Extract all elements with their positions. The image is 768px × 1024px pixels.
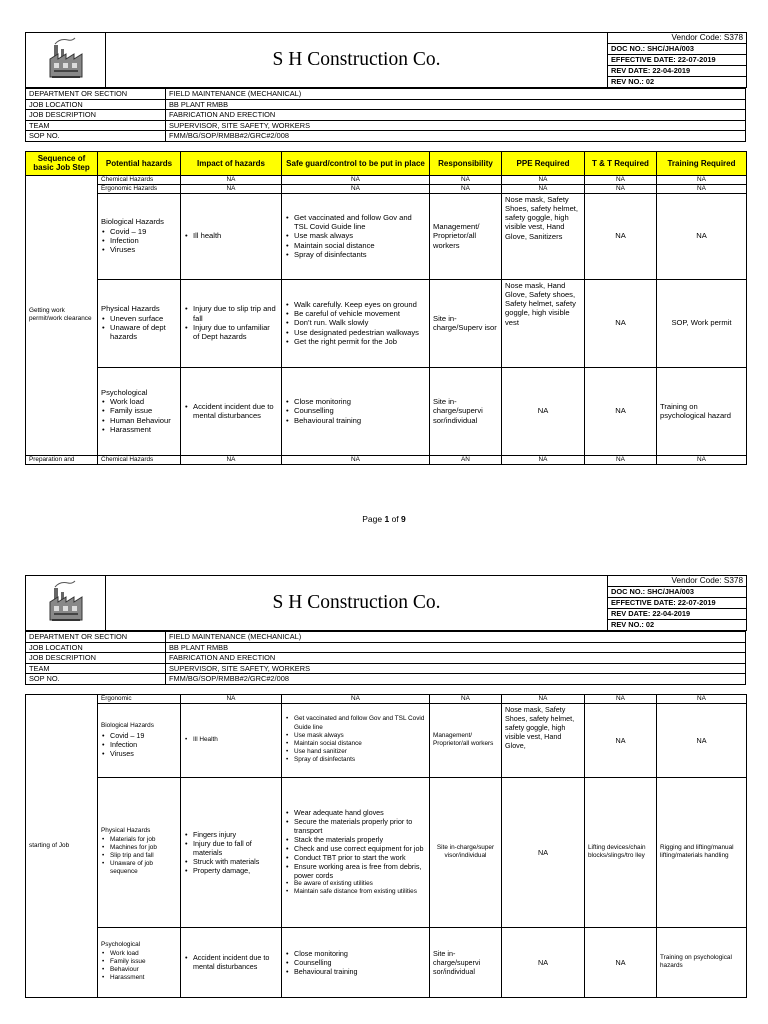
controls-cell xyxy=(282,193,430,279)
control-item: • Maintain safe distance from existing utilities xyxy=(293,888,426,896)
info-value: FMM/BG/SOP/RMBB#2/GRC#2/008 xyxy=(166,674,746,685)
col-header-responsibility: Responsibility xyxy=(430,151,502,175)
col-header-training: Training Required xyxy=(657,151,747,175)
hazard-chemical: Chemical Hazards xyxy=(98,455,181,464)
hazard-psychological xyxy=(98,367,181,455)
ppe-cell: NA xyxy=(502,367,585,455)
training-cell: Training on psychological hazards xyxy=(657,927,747,997)
info-label: DEPARTMENT OR SECTION xyxy=(26,632,166,643)
info-value: BB PLANT RMBB xyxy=(166,642,746,653)
info-value: FIELD MAINTENANCE (MECHANICAL) xyxy=(166,89,746,100)
hazard-item: • Viruses xyxy=(109,245,177,254)
col-header-safeguard: Safe guard/control to be put in place xyxy=(282,151,430,175)
cell-na: NA xyxy=(181,175,282,184)
job-step: Getting work permit/work clearance xyxy=(26,175,98,455)
control-item: • Close monitoring xyxy=(293,949,426,958)
responsibility-cell: Site in-charge/supervi sor/individual xyxy=(430,927,502,997)
control-item: • Use designated pedestrian walkways xyxy=(293,328,426,337)
cell-na: NA xyxy=(282,455,430,464)
tt-cell: NA xyxy=(585,703,657,777)
cell-na: NA xyxy=(181,184,282,193)
training-cell: SOP, Work permit xyxy=(657,279,747,367)
document-header xyxy=(25,32,747,88)
hazard-item: • Uneven surface xyxy=(109,314,177,323)
impact-item: • Accident incident due to mental disturbances xyxy=(192,953,278,971)
vendor-code: Vendor Code: S378 xyxy=(608,576,747,587)
impact-item: • Fingers injury xyxy=(192,830,278,839)
ppe-cell: NA xyxy=(502,777,585,927)
tt-cell: NA xyxy=(585,279,657,367)
hazard-item: • Infection xyxy=(109,236,177,245)
control-item: • Maintain social distance xyxy=(293,241,426,250)
info-label: SOP NO. xyxy=(26,674,166,685)
cell-na: NA xyxy=(430,184,502,193)
hazard-item: • Work load xyxy=(109,950,177,958)
hazard-title: Physical Hazards xyxy=(101,827,151,835)
hazard-item: • Harassment xyxy=(109,425,177,434)
control-item: • Spray of disinfectants xyxy=(293,756,426,764)
hazard-psychological xyxy=(98,927,181,997)
page-number xyxy=(0,514,768,524)
hazard-physical xyxy=(98,777,181,927)
hazard-title: Psychological xyxy=(101,387,148,397)
controls-cell xyxy=(282,927,430,997)
cell-na: NA xyxy=(430,694,502,703)
hazard-ergonomic: Ergonomic Hazards xyxy=(98,184,181,193)
page-current: 1 xyxy=(384,514,390,524)
control-item: • Close monitoring xyxy=(293,397,426,406)
hazard-item: • Materials for job xyxy=(109,836,177,844)
control-item: • Ensure working area is free from debris, power cords xyxy=(293,862,426,880)
hazard-title: Psychological xyxy=(101,941,141,949)
job-step: starting of Job xyxy=(26,694,98,997)
cell-na: NA xyxy=(282,175,430,184)
hazard-item: • Harassment xyxy=(109,974,177,982)
info-value: FMM/BG/SOP/RMBB#2/GRC#2/008 xyxy=(166,131,746,142)
control-item: • Use mask always xyxy=(293,732,426,740)
impact-cell xyxy=(181,279,282,367)
hazard-biological xyxy=(98,703,181,777)
hazard-ergonomic: Ergonomic xyxy=(98,694,181,703)
page-total: 9 xyxy=(401,514,406,524)
control-item: • Get vaccinated and follow Gov and TSL Covid Guide line xyxy=(293,715,426,731)
cell-na: NA xyxy=(502,175,585,184)
control-item: • Behavioural training xyxy=(293,416,426,425)
control-item: • Stack the materials properly xyxy=(293,835,426,844)
col-header-impact: Impact of hazards xyxy=(181,151,282,175)
page-1 xyxy=(25,32,746,465)
ppe-cell: Nose mask, Safety Shoes, safety helmet, safety goggle, high visible vest, Hand Glove, Sanitizers xyxy=(502,193,585,279)
hazard-item: • Unaware of dept hazards xyxy=(109,323,177,342)
company-name: S H Construction Co. xyxy=(106,33,608,88)
ppe-cell: Nose mask, Safety Shoes, safety helmet, safety goggle, high visible vest, Hand Glove, xyxy=(502,703,585,777)
cell-na: NA xyxy=(585,184,657,193)
cell-na: NA xyxy=(657,184,747,193)
hazard-item: • Family issue xyxy=(109,958,177,966)
cell-na: NA xyxy=(657,455,747,464)
effective-date: EFFECTIVE DATE: 22-07-2019 xyxy=(608,55,747,66)
impact-item: • Injury due to fall of materials xyxy=(192,839,278,857)
job-info-table xyxy=(25,631,746,685)
responsibility-cell: Site in-charge/supervi sor/individual xyxy=(430,367,502,455)
vendor-code: Vendor Code: S378 xyxy=(608,33,747,44)
doc-no: DOC NO.: SHC/JHA/003 xyxy=(608,44,747,55)
company-name: S H Construction Co. xyxy=(106,576,608,631)
info-value: FIELD MAINTENANCE (MECHANICAL) xyxy=(166,632,746,643)
col-header-hazards: Potential hazards xyxy=(98,151,181,175)
control-item: • Use mask always xyxy=(293,231,426,240)
impact-cell xyxy=(181,367,282,455)
control-item: • Counselling xyxy=(293,406,426,415)
info-value: SUPERVISOR, SITE SAFETY, WORKERS xyxy=(166,663,746,674)
col-header-step: Sequence of basic Job Step xyxy=(26,151,98,175)
training-cell: Training on psychological hazard xyxy=(657,367,747,455)
control-item: • Get vaccinated and follow Gov and TSL Covid Guide line xyxy=(293,213,426,232)
training-cell: Rigging and lifting/manual lifting/materials handling xyxy=(657,777,747,927)
impact-item: • Property damage, xyxy=(192,866,278,875)
page-prefix: Page xyxy=(362,514,385,524)
impact-item: • Ill Health xyxy=(192,736,278,744)
info-value: SUPERVISOR, SITE SAFETY, WORKERS xyxy=(166,120,746,131)
cell-na: NA xyxy=(282,694,430,703)
tt-cell: NA xyxy=(585,193,657,279)
cell-na: NA xyxy=(502,184,585,193)
hazard-item: • Human Behaviour xyxy=(109,416,177,425)
hazard-table xyxy=(25,151,747,465)
controls-cell xyxy=(282,777,430,927)
document-header xyxy=(25,575,747,631)
job-info-table xyxy=(25,88,746,142)
hazard-item: • Slip trip and fall xyxy=(109,852,177,860)
hazard-item: • Work load xyxy=(109,397,177,406)
effective-date: EFFECTIVE DATE: 22-07-2019 xyxy=(608,598,747,609)
controls-cell xyxy=(282,367,430,455)
hazard-chemical: Chemical Hazards xyxy=(98,175,181,184)
cell-na: NA xyxy=(585,694,657,703)
rev-no: REV NO.: 02 xyxy=(608,77,747,88)
page-2 xyxy=(25,575,746,998)
rev-no: REV NO.: 02 xyxy=(608,620,747,631)
tt-cell: NA xyxy=(585,367,657,455)
cell-na: NA xyxy=(430,175,502,184)
cell-na: NA xyxy=(282,184,430,193)
cell-na: NA xyxy=(657,694,747,703)
hazard-biological xyxy=(98,193,181,279)
rev-date: REV DATE: 22-04-2019 xyxy=(608,609,747,620)
job-step: Preparation and xyxy=(26,455,98,464)
impact-cell xyxy=(181,193,282,279)
info-label: JOB LOCATION xyxy=(26,99,166,110)
control-item: • Be careful of vehicle movement xyxy=(293,309,426,318)
cell-na: NA xyxy=(181,455,282,464)
info-label: TEAM xyxy=(26,663,166,674)
control-item: • Check and use correct equipment for job xyxy=(293,844,426,853)
training-cell: NA xyxy=(657,703,747,777)
factory-logo-icon xyxy=(46,37,86,81)
col-header-ppe: PPE Required xyxy=(502,151,585,175)
hazard-item: • Machines for job xyxy=(109,844,177,852)
company-logo xyxy=(26,576,106,631)
responsibility-cell: Management/ Proprietor/all workers xyxy=(430,193,502,279)
info-value: BB PLANT RMBB xyxy=(166,99,746,110)
page-of: of xyxy=(389,514,402,524)
control-item: • Use hand sanitizer xyxy=(293,748,426,756)
hazard-item: • Covid – 19 xyxy=(109,227,177,236)
responsibility-cell: Site in-charge/super visor/individual xyxy=(430,777,502,927)
hazard-table-continued xyxy=(25,694,747,998)
info-label: JOB LOCATION xyxy=(26,642,166,653)
control-item: • Secure the materials properly prior to transport xyxy=(293,817,426,835)
control-item: • Behavioural training xyxy=(293,967,426,976)
company-logo xyxy=(26,33,106,88)
hazard-item: • Behaviour xyxy=(109,966,177,974)
control-item: • Spray of disinfectants xyxy=(293,250,426,259)
control-item: • Wear adequate hand gloves xyxy=(293,808,426,817)
info-label: JOB DESCRIPTION xyxy=(26,653,166,664)
tt-cell: Lifting devices/chain blocks/slings/tro lley xyxy=(585,777,657,927)
hazard-item: • Covid – 19 xyxy=(109,731,177,740)
ppe-cell: NA xyxy=(502,927,585,997)
info-value: FABRICATION AND ERECTION xyxy=(166,653,746,664)
impact-item: • Struck with materials xyxy=(192,857,278,866)
control-item: • Be aware of existing utilities xyxy=(293,880,426,888)
responsibility-cell: Management/ Proprietor/all workers xyxy=(430,703,502,777)
cell-na: NA xyxy=(502,455,585,464)
control-item: • Conduct TBT prior to start the work xyxy=(293,853,426,862)
impact-item: • Accident incident due to mental disturbances xyxy=(192,402,278,421)
impact-item: • Injury due to slip trip and fall xyxy=(192,304,278,323)
doc-no: DOC NO.: SHC/JHA/003 xyxy=(608,587,747,598)
info-label: SOP NO. xyxy=(26,131,166,142)
control-item: • Don’t run. Walk slowly xyxy=(293,318,426,327)
rev-date: REV DATE: 22-04-2019 xyxy=(608,66,747,77)
factory-logo-icon xyxy=(46,580,86,624)
control-item: • Maintain social distance xyxy=(293,740,426,748)
controls-cell xyxy=(282,703,430,777)
impact-cell xyxy=(181,703,282,777)
responsibility-cell: AN xyxy=(430,455,502,464)
info-label: TEAM xyxy=(26,120,166,131)
controls-cell xyxy=(282,279,430,367)
control-item: • Get the right permit for the Job xyxy=(293,337,426,346)
cell-na: NA xyxy=(502,694,585,703)
hazard-title: Biological Hazards xyxy=(101,217,164,227)
hazard-item: • Family issue xyxy=(109,406,177,415)
info-label: DEPARTMENT OR SECTION xyxy=(26,89,166,100)
impact-item: • Injury due to unfamiliar of Dept hazards xyxy=(192,323,278,342)
hazard-item: • Infection xyxy=(109,740,177,749)
tt-cell: NA xyxy=(585,927,657,997)
impact-cell xyxy=(181,927,282,997)
ppe-cell: Nose mask, Hand Glove, Safety shoes, Safety helmet, safety goggle, high visible vest xyxy=(502,279,585,367)
col-header-tt: T & T Required xyxy=(585,151,657,175)
impact-item: • Ill health xyxy=(192,231,278,240)
cell-na: NA xyxy=(585,175,657,184)
hazard-title: Biological Hazards xyxy=(101,722,154,730)
hazard-item: • Viruses xyxy=(109,749,177,758)
cell-na: NA xyxy=(585,455,657,464)
cell-na: NA xyxy=(657,175,747,184)
hazard-item: • Unaware of job sequence xyxy=(109,860,177,876)
hazard-physical xyxy=(98,279,181,367)
hazard-title: Physical Hazards xyxy=(101,304,160,314)
responsibility-cell: Site in-charge/Superv isor xyxy=(430,279,502,367)
control-item: • Walk carefully. Keep eyes on ground xyxy=(293,300,426,309)
info-label: JOB DESCRIPTION xyxy=(26,110,166,121)
training-cell: NA xyxy=(657,193,747,279)
cell-na: NA xyxy=(181,694,282,703)
impact-cell xyxy=(181,777,282,927)
control-item: • Counselling xyxy=(293,958,426,967)
info-value: FABRICATION AND ERECTION xyxy=(166,110,746,121)
